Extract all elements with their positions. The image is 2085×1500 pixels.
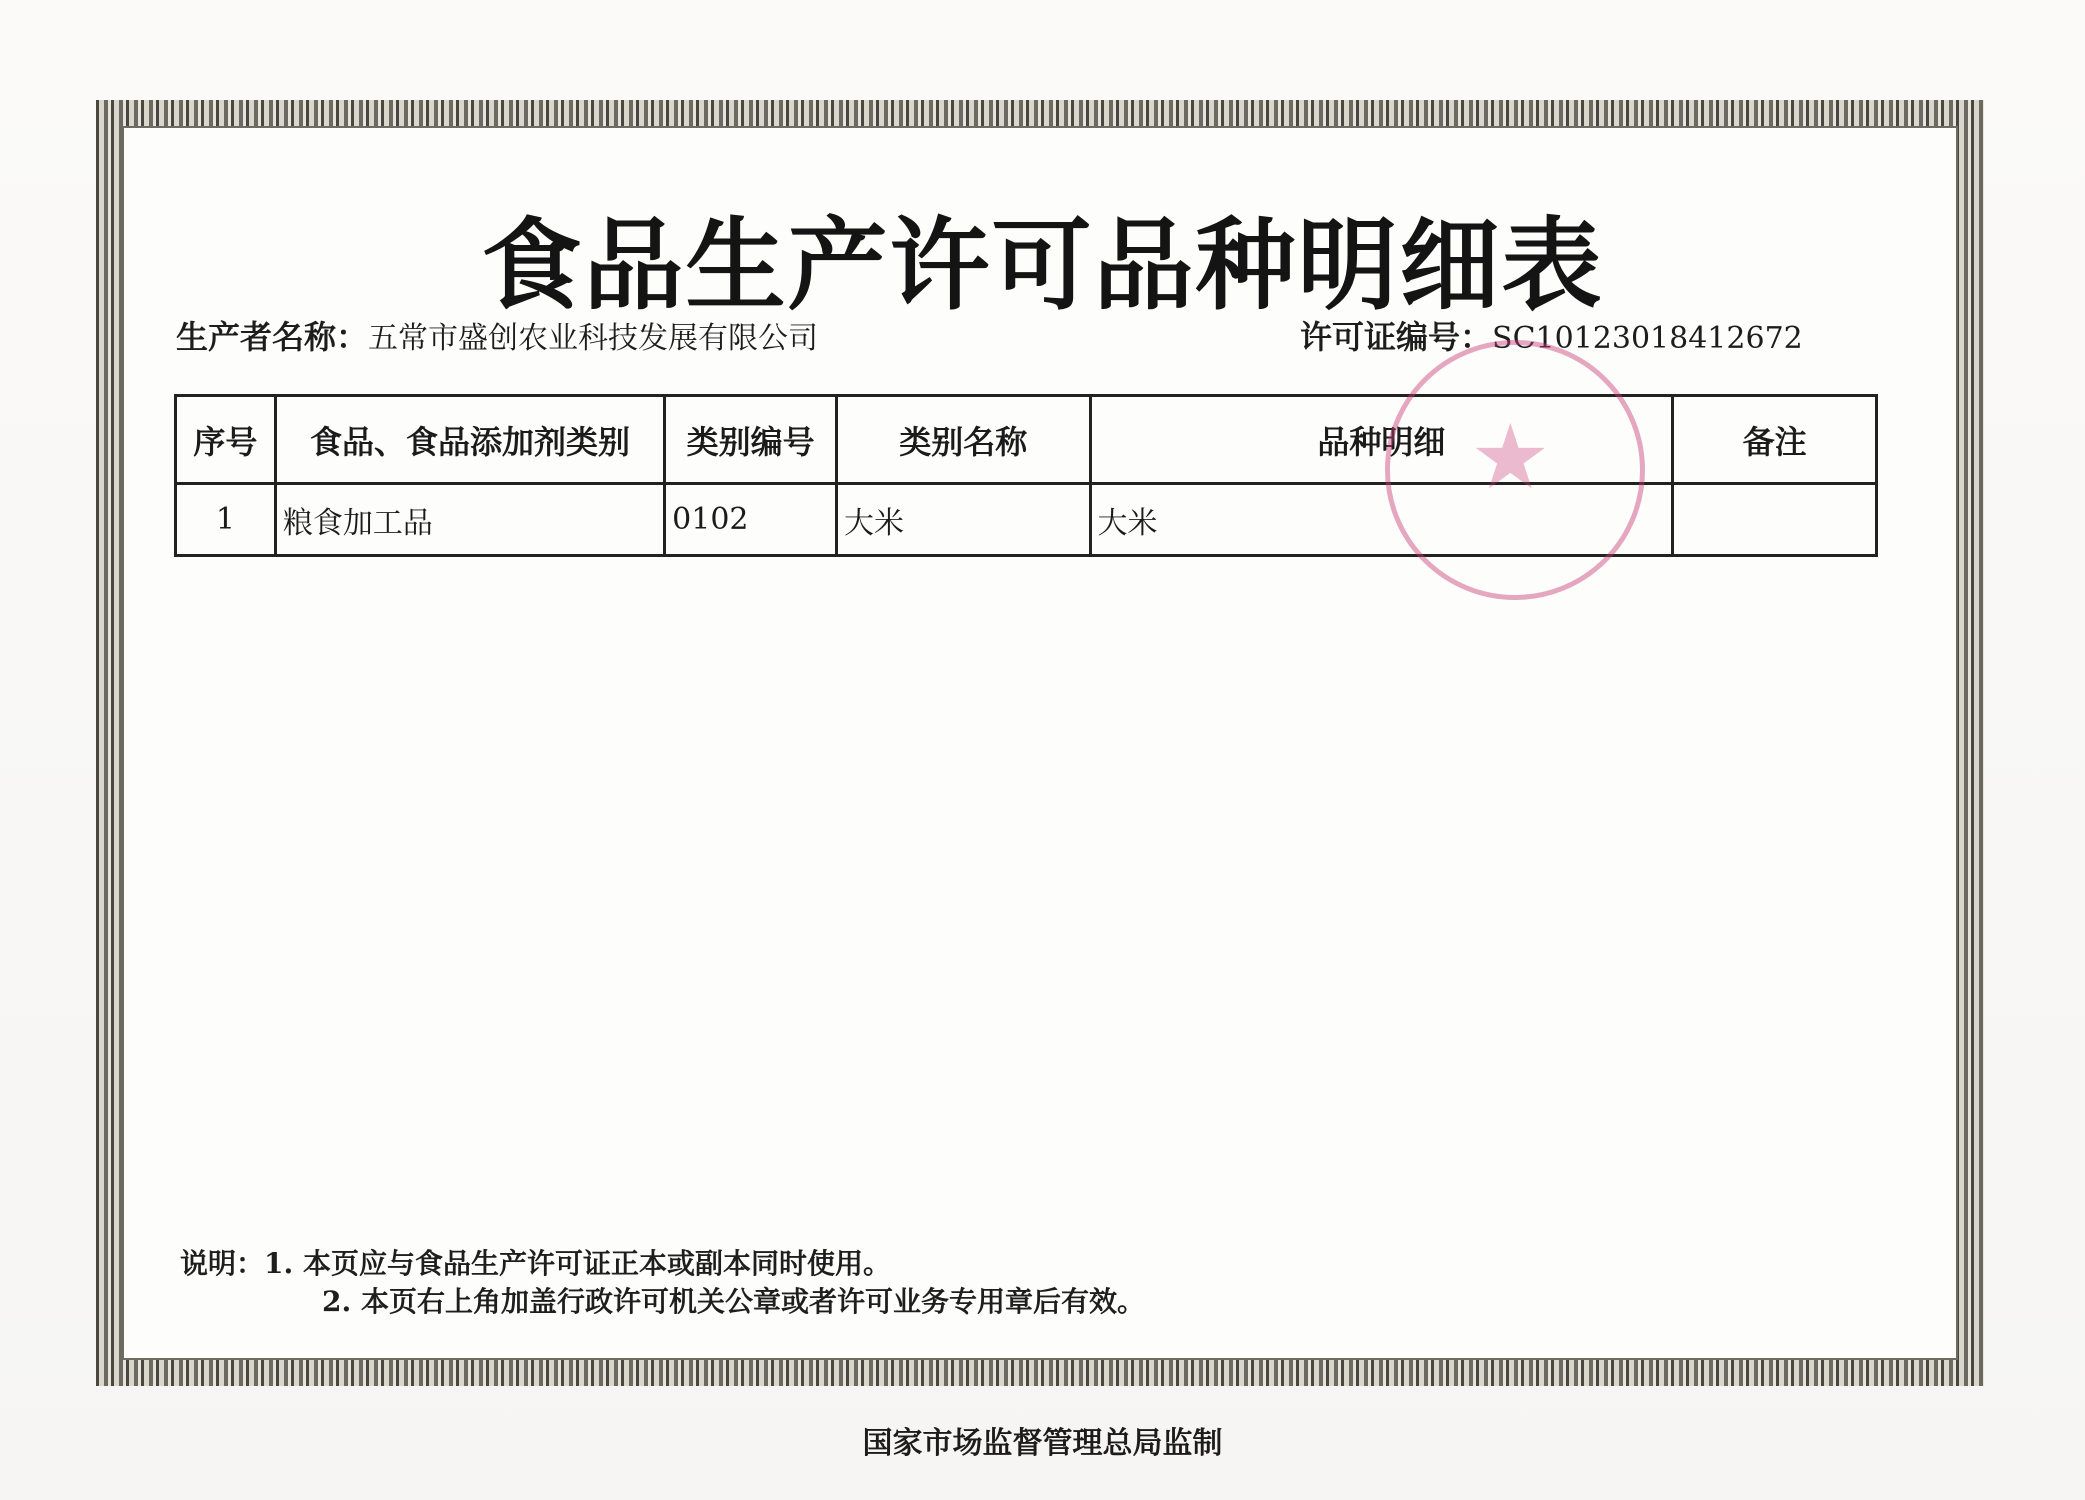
license-info: [1300, 312, 1803, 358]
notes-block: [180, 1245, 1145, 1321]
document-title: 食品生产许可品种明细表: [481, 206, 1604, 324]
header-detail: 品种明细: [1090, 396, 1673, 484]
table-row: [176, 484, 1877, 556]
notes-prefix: 说明：: [180, 1247, 265, 1280]
cell-category-name: 大米: [836, 484, 1090, 556]
cell-seq: 1: [176, 484, 276, 556]
issuer-footer: 国家市场监督管理总局监制: [862, 1426, 1223, 1461]
cell-remark: [1673, 484, 1877, 556]
header-seq: 序号: [176, 396, 276, 484]
seal-star-icon: ★: [1470, 405, 1551, 510]
license-number: SC10123018412672: [1492, 321, 1803, 356]
producer-info: [176, 312, 818, 358]
producer-name: 五常市盛创农业科技发展有限公司: [368, 321, 819, 356]
header-remark: 备注: [1673, 396, 1877, 484]
cell-code: 0102: [665, 484, 837, 556]
product-table: [174, 394, 1878, 557]
table-header-row: [176, 396, 1877, 484]
header-category: 食品、食品添加剂类别: [275, 396, 664, 484]
header-code: 类别编号: [665, 396, 837, 484]
note-line-2: 2. 本页右上角加盖行政许可机关公章或者许可业务专用章后有效。: [322, 1285, 1145, 1318]
header-category-name: 类别名称: [836, 396, 1090, 484]
producer-label: 生产者名称：: [176, 318, 369, 356]
note-line-1: 1. 本页应与食品生产许可证正本或副本同时使用。: [264, 1247, 891, 1280]
cell-category: 粮食加工品: [275, 484, 664, 556]
cell-detail: 大米: [1090, 484, 1673, 556]
license-label: 许可证编号：: [1300, 318, 1493, 356]
